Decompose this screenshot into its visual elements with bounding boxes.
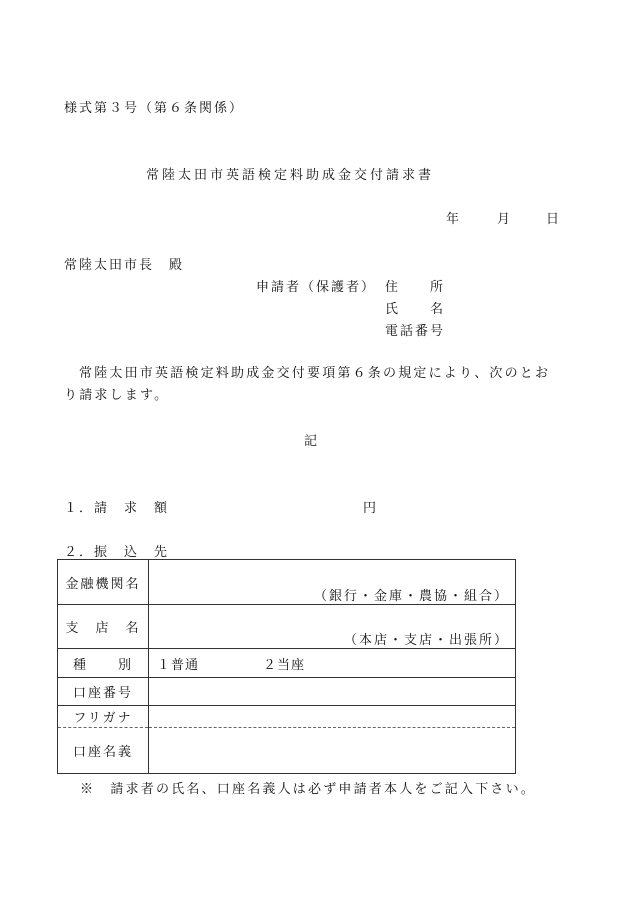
institution-types: （銀行・金庫・農協・組合） xyxy=(313,589,509,604)
branch-field[interactable] xyxy=(149,605,516,649)
bank-transfer-table xyxy=(57,559,516,774)
kind-option-ordinary[interactable]: １普通 xyxy=(157,657,200,673)
kind-field[interactable] xyxy=(149,649,516,678)
date-month-label: 月 xyxy=(497,212,513,227)
branch-types: （本店・支店・出張所） xyxy=(343,633,509,648)
applicant-name-label: 氏 名 xyxy=(385,302,446,317)
amount-label: １．請 求 額 xyxy=(64,501,170,516)
furigana-row xyxy=(58,706,516,728)
account-holder-label: 口座名義 xyxy=(58,728,149,774)
account-number-label: 口座番号 xyxy=(58,678,149,706)
page-title: 常陸太田市英語検定料助成金交付請求書 xyxy=(146,168,435,183)
account-holder-row xyxy=(58,728,516,774)
date-year-label: 年 xyxy=(446,212,462,227)
branch-label: 支 店 名 xyxy=(58,605,149,649)
kind-label: 種 別 xyxy=(58,649,149,678)
account-number-field[interactable] xyxy=(149,678,516,706)
account-number-row xyxy=(58,678,516,706)
applicant-label: 申請者（保護者） xyxy=(256,280,377,295)
ki-heading: 記 xyxy=(304,434,320,449)
date-day-label: 日 xyxy=(546,212,562,227)
kind-row xyxy=(58,649,516,678)
transfer-label: ２．振 込 先 xyxy=(64,545,170,560)
kind-option-current[interactable]: ２当座 xyxy=(263,657,306,673)
applicant-phone-label: 電話番号 xyxy=(385,324,446,339)
institution-field[interactable] xyxy=(149,560,516,605)
form-number: 様式第３号（第６条関係） xyxy=(64,101,245,116)
institution-label: 金融機関名 xyxy=(58,560,149,605)
body-text: 常陸太田市英語検定料助成金交付要項第６条の規定により、次のとおり請求します。 xyxy=(64,366,551,403)
account-holder-field[interactable] xyxy=(149,728,516,774)
amount-unit: 円 xyxy=(363,501,379,516)
furigana-label: フリガナ xyxy=(58,706,149,728)
footnote: ※ 請求者の氏名、口座名義人は必ず申請者本人をご記入下さい。 xyxy=(80,782,537,797)
branch-row xyxy=(58,605,516,649)
addressee: 常陸太田市長 殿 xyxy=(64,258,185,273)
applicant-address-label: 住 所 xyxy=(385,280,446,295)
institution-row xyxy=(58,560,516,605)
furigana-field[interactable] xyxy=(149,706,516,728)
